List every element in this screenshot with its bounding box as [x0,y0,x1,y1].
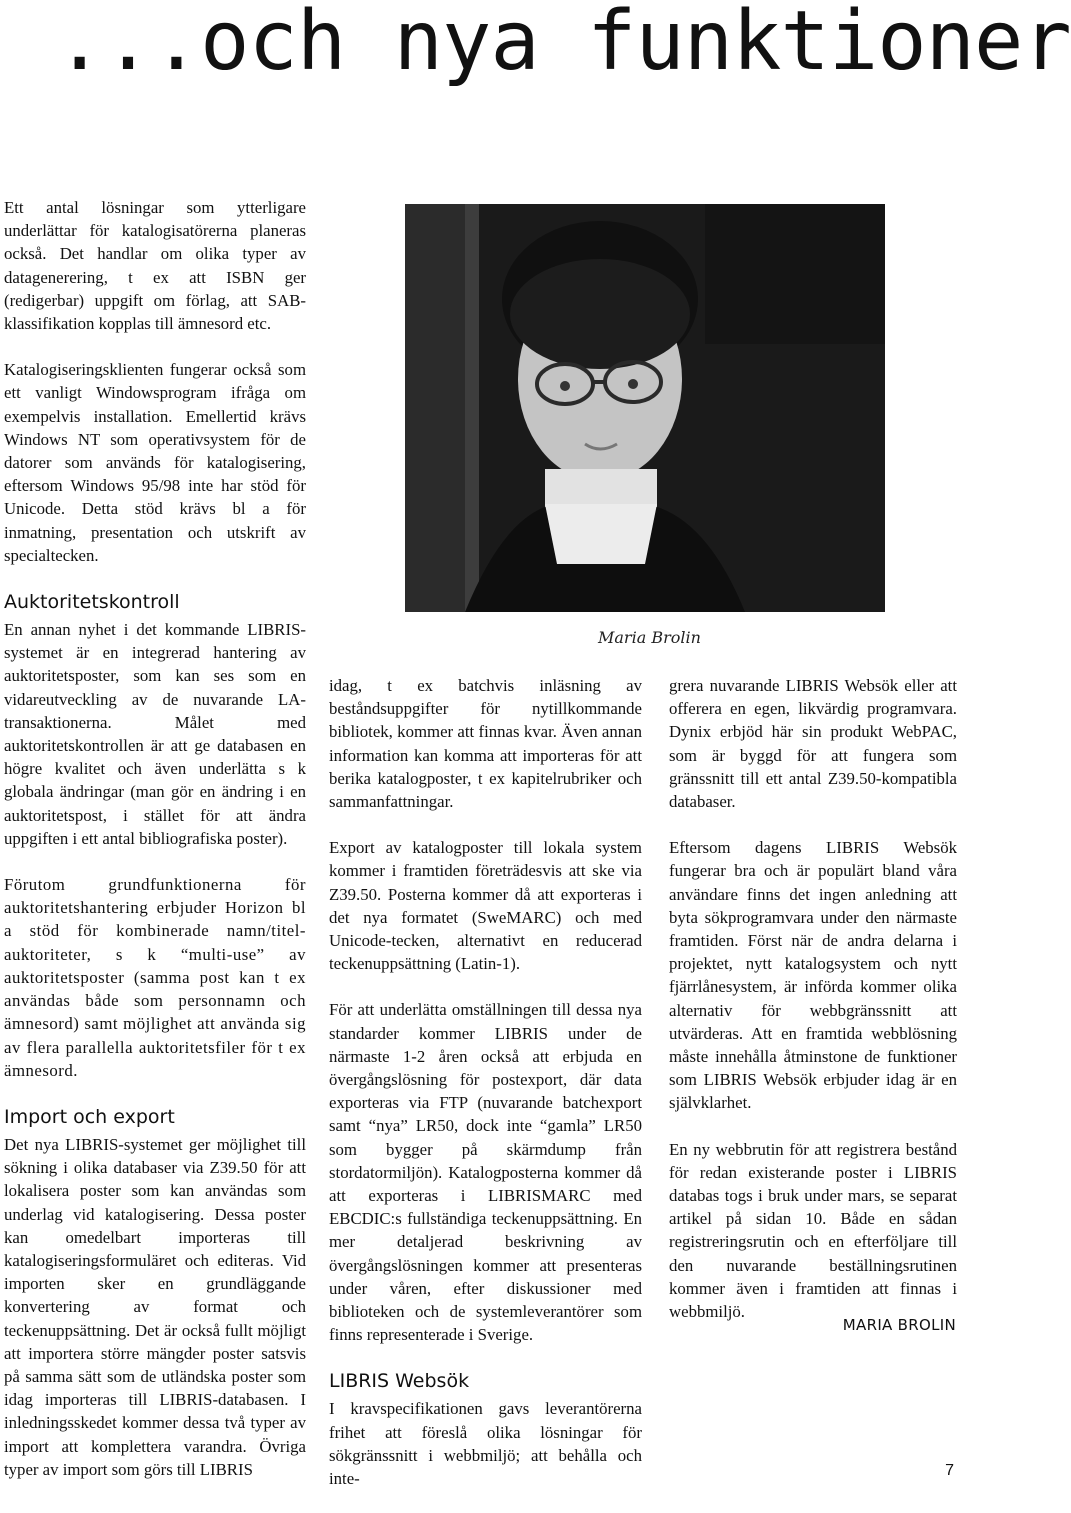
author-signature: MARIA BROLIN [842,1316,956,1334]
section-heading-libris-websok: LIBRIS Websök [329,1370,470,1393]
col2-paragraph-1: idag, t ex batchvis inläsning av beståndsuppgifter för nytillkommande bibliotek, kommer att finnas kvar. Även annan information kan komma att importeras för att berika katalogposter, t ex kapitelrubriker och sammanfattningar. [329,676,642,812]
auktoritet-paragraph-1: En annan nyhet i det kommande LIBRIS-systemet är en integrerad hantering av auktoritetsposter, som kan ses som en vidareutveckling av de nuvarande LA-transaktionerna. Målet med auktoritetskontrollen är att ge databasen en högre kvalitet och även underlätta s k globala ändringar (man gör en ändring i en auktoritetspost, i stället för att ändra uppgiften i ett antal bibliografiska poster). [4,620,306,848]
article-column-2 [329,674,642,1513]
photo-caption: Maria Brolin [598,628,701,647]
portrait-photo-graphic [405,204,885,612]
article-column-1 [4,196,306,1504]
col3-paragraph-1: grera nuvarande LIBRIS Websök eller att offerera en egen, likvärdig programvara. Dynix erbjöd här sin produkt WebPAC, som är byggd för att fungera som gränssnitt till ett antal Z39.50-kompatibla databaser. [669,676,957,812]
intro-paragraph-1: Ett antal lösningar som ytterligare underlättar för katalogisatörerna planeras också. Det handlar om olika typer av datagenerering, t ex att ISBN ger (redigerbar) uppgift om förlag, att SAB-klassifikation kopplas till ämnesord etc. [4,198,306,334]
section-heading-import-export: Import och export [4,1105,175,1128]
col3-paragraph-3: En ny webbrutin för att registrera bestånd för redan existerande poster i LIBRIS databas togs i bruk under mars, se separat artikel på sidan 10. Både en sådan registreringsrutin och en efterföljare till den nuvarande beställningsrutinen kommer även i framtiden att finnas i webbmiljö. [669,1139,957,1322]
section-heading-auktoritetskontroll: Auktoritetskontroll [4,591,180,614]
col3-paragraph-2: Eftersom dagens LIBRIS Websök fungerar bra och är populärt bland våra användare finns det ingen anledning att byta sökprogramvara under den närmaste framtiden. Först när de andra delarna i projektet, nytt katalogsystem och nytt fjärrlånesystem, är införda kommer olika alternativ för webbgränssnitt att utvärderas. Att en framtida webblösning måste innehålla åtminstone de funktioner som LIBRIS Websök erbjuder idag är en självklarhet. [669,838,957,1113]
websok-paragraph-1: I kravspecifikationen gavs leverantörerna frihet att föreslå olika lösningar för sökgränssnitt i webbmiljö; att behålla och inte- [329,1399,642,1489]
page-title: ...och nya funktioner [55,0,1071,89]
article-column-3 [669,674,957,1346]
intro-paragraph-2: Katalogiseringsklienten fungerar också som ett vanligt Windowsprogram ifråga om exempelvis installation. Emellertid krävs Windows NT som operativsystem för de datorer som används för katalogisering, eftersom Windows 95/98 inte har stöd för Unicode. Detta stöd krävs bl a för inmatning, presentation och utskrift av specialtecken. [4,360,306,565]
col2-paragraph-2: Export av katalogposter till lokala system kommer i framtiden företrädesvis att ske via Z39.50. Posterna kommer då att exporteras i det nya formatet (SweMARC) och med Unicode-tecken, alternativt en reducerad teckenuppsättning (Latin-1). [329,838,642,974]
import-paragraph-1: Det nya LIBRIS-systemet ger möjlighet till sökning i olika databaser via Z39.50 för att lokalisera poster som kan användas som underlag vid katalogisering. Dessa poster kan omedelbart importeras till katalogiseringsformuläret och editeras. Vid importen sker en grundläggande konvertering av format och teckenuppsättning. Det är också fullt möjligt att importera större mängder poster satsvis på samma sätt som de utländska poster som idag importeras till LIBRIS-databasen. I inledningsskedet kommer dessa två typer av import att komplettera varandra. Övriga typer av import som görs till LIBRIS [4,1134,306,1479]
portrait-photo [405,204,885,612]
page-number: 7 [945,1462,954,1479]
col2-paragraph-3: För att underlätta omställningen till dessa nya standarder kommer LIBRIS under de närmaste 1-2 åren också att erbjuda en övergångslösning för postexport, där data exporteras via FTP (nuvarande batchexport samt “nya” LR50, dock inte “gamla” LR50 som bygger på skärmdump från stordatormiljön). Katalogposterna kommer då att exporteras i LIBRISMARC med EBCDIC:s fullständiga teckenuppsättning. En mer detaljerad beskrivning av övergångslösningen kommer att presenteras under våren, efter diskussioner med biblioteken och de systemleverantörer som finns representerade i Sverige. [329,1000,642,1345]
auktoritet-paragraph-2: Förutom grundfunktionerna för auktoritetshantering erbjuder Horizon bl a stöd för kombinerade namn/titel-auktoriteter, s k “multi-use” av auktoritetsposter (samma post kan t ex användas både som personnamn och ämnesord) samt möjlighet att använda sig av flera parallella auktoritetsfiler för t ex ämnesord. [4,875,306,1080]
